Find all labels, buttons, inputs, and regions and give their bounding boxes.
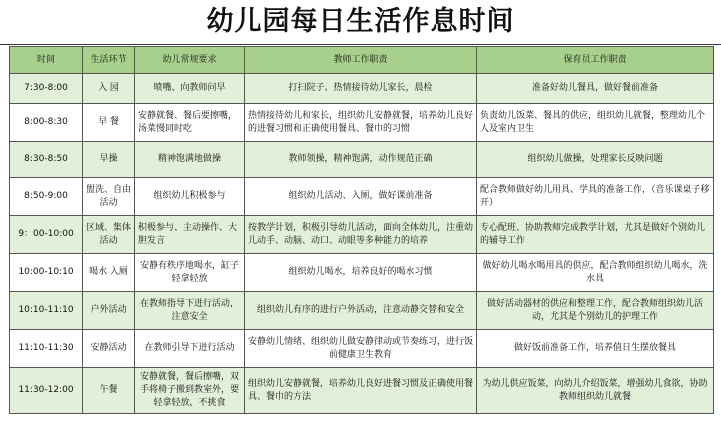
cell-caregiver: 做好幼儿喝水喝用具的供应，配合教师组织幼儿喝水，洗水具 — [477, 254, 714, 292]
table-row — [10, 104, 714, 142]
schedule-table — [9, 46, 714, 414]
cell-time: 11:10-11:30 — [10, 330, 83, 368]
cell-child: 安静有秩序地喝水，缸子轻拿轻放 — [135, 254, 245, 292]
cell-child: 在教师引导下进行活动 — [135, 330, 245, 368]
cell-teacher: 组织幼儿有序的进行户外活动，注意动静交替和安全 — [245, 292, 477, 330]
cell-caregiver: 做好活动器材的供应和整理工作，配合教师组织幼儿活动，尤其是个别幼儿的护理工作 — [477, 292, 714, 330]
header-teacher-duties: 教师工作职责 — [245, 47, 477, 74]
cell-teacher: 热情接待幼儿和家长，组织幼儿安静就餐，培养幼儿良好的进餐习惯和正确使用餐具、餐巾的习惯 — [245, 104, 477, 142]
header-caregiver-duties: 保育员工作职责 — [477, 47, 714, 74]
cell-teacher: 安静幼儿情绪、组织幼儿做安静律动或节奏练习，进行饭前健康卫生教育 — [245, 330, 477, 368]
header-child-requirements: 幼儿常规要求 — [135, 47, 245, 74]
cell-segment: 户外活动 — [83, 292, 135, 330]
cell-time: 10:10-11:10 — [10, 292, 83, 330]
cell-caregiver: 准备好幼儿餐具，做好餐前准备 — [477, 74, 714, 104]
cell-child: 精神饱满地做操 — [135, 142, 245, 178]
cell-time: 9：00-10:00 — [10, 216, 83, 254]
cell-time: 11:30-12:00 — [10, 368, 83, 414]
cell-segment: 喝水 入厕 — [83, 254, 135, 292]
cell-teacher: 组织幼儿安静就餐，培养幼儿良好进餐习惯及正确使用餐具、餐巾的方法 — [245, 368, 477, 414]
cell-teacher: 组织幼儿喝水，培养良好的喝水习惯 — [245, 254, 477, 292]
cell-caregiver: 专心配班、协助教师完成教学计划，尤其是做好个别幼儿的辅导工作 — [477, 216, 714, 254]
cell-child: 安静就餐、餐后要擦嘴，汤菜慢同时吃 — [135, 104, 245, 142]
header-time: 时间 — [10, 47, 83, 74]
table-row — [10, 330, 714, 368]
cell-child: 在教师指导下进行活动，注意安全 — [135, 292, 245, 330]
cell-segment: 午餐 — [83, 368, 135, 414]
cell-segment: 早操 — [83, 142, 135, 178]
table-row — [10, 178, 714, 216]
cell-child: 喷嘴、向教师问早 — [135, 74, 245, 104]
cell-teacher: 打扫院子、热情接待幼儿家长，晨检 — [245, 74, 477, 104]
header-segment: 生活环节 — [83, 47, 135, 74]
cell-time: 8:50-9:00 — [10, 178, 83, 216]
cell-teacher: 组织幼儿活动、入厕，做好课前准备 — [245, 178, 477, 216]
table-row — [10, 254, 714, 292]
table-row — [10, 292, 714, 330]
cell-caregiver: 配合教师做好幼儿用具、学具的准备工作，（音乐课桌子移开） — [477, 178, 714, 216]
table-row — [10, 216, 714, 254]
cell-teacher: 教师领操，精神饱满，动作规范正确 — [245, 142, 477, 178]
cell-segment: 早 餐 — [83, 104, 135, 142]
table-row — [10, 142, 714, 178]
cell-child: 安静就餐，餐后擦嘴，双手将椅子搬到教室外，要轻拿轻放，不挑食 — [135, 368, 245, 414]
cell-time: 7:30-8:00 — [10, 74, 83, 104]
cell-time: 10:00-10:10 — [10, 254, 83, 292]
table-row — [10, 74, 714, 104]
cell-segment: 入 园 — [83, 74, 135, 104]
cell-child: 组织幼儿积极参与 — [135, 178, 245, 216]
header-row — [10, 47, 714, 74]
cell-caregiver: 做好饭前准备工作，培养值日生摆放餐具 — [477, 330, 714, 368]
cell-caregiver: 组织幼儿做操，处理家长反映问题 — [477, 142, 714, 178]
page-title: 幼儿园每日生活作息时间 — [0, 0, 721, 45]
cell-caregiver: 负责幼儿饭菜、餐具的供应，组织幼儿就餐，整理幼儿个人及室内卫生 — [477, 104, 714, 142]
cell-segment: 安静活动 — [83, 330, 135, 368]
cell-child: 积极参与、主动操作、大胆发言 — [135, 216, 245, 254]
cell-segment: 区域、集体活动 — [83, 216, 135, 254]
cell-caregiver: 为幼儿供应饭菜，向幼儿介绍饭菜，增强幼儿食欲，协助教师组织幼儿就餐 — [477, 368, 714, 414]
table-row — [10, 368, 714, 414]
cell-segment: 盥洗、自由活动 — [83, 178, 135, 216]
cell-teacher: 按教学计划，积极引导幼儿活动，面向全体幼儿，注重幼儿动手、动脑、动口、动眼等多种能力的培养 — [245, 216, 477, 254]
cell-time: 8:00-8:30 — [10, 104, 83, 142]
cell-time: 8:30-8:50 — [10, 142, 83, 178]
